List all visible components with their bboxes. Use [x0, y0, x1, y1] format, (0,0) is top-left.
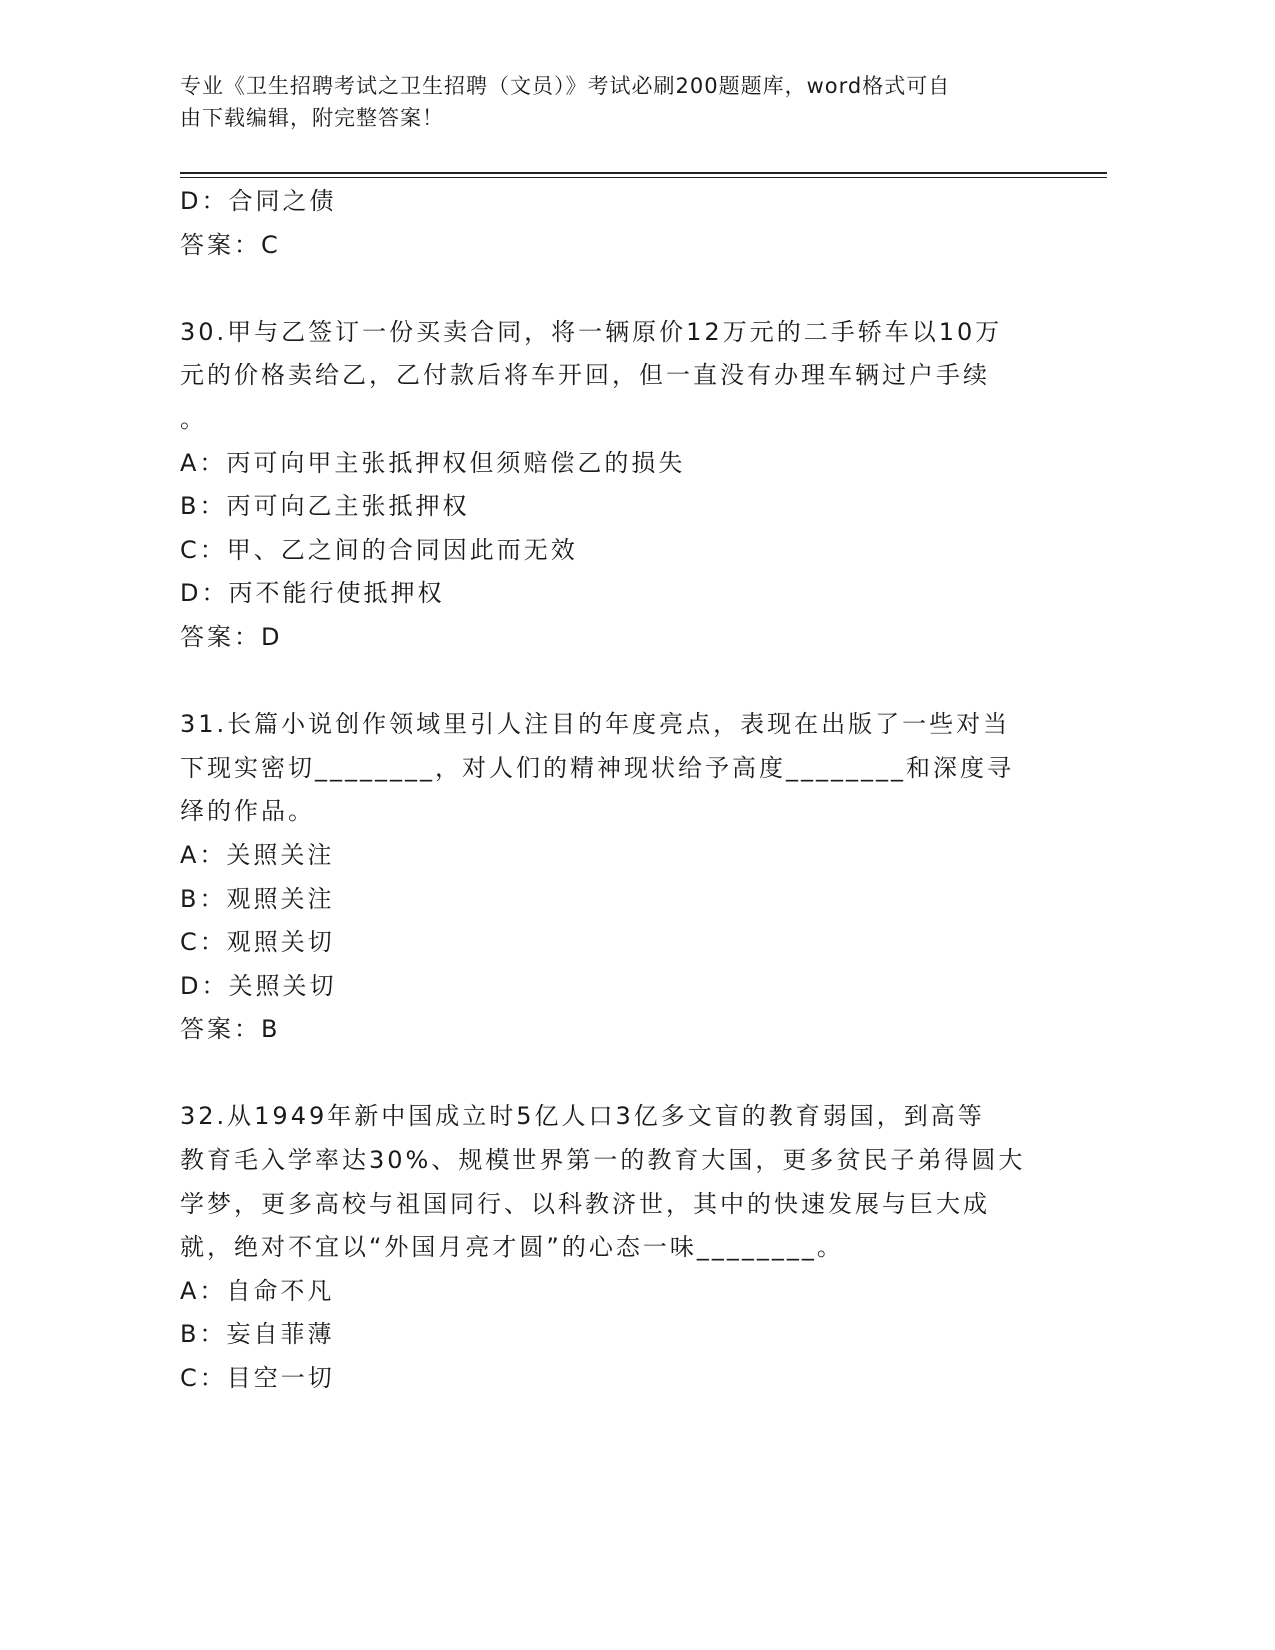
- spacer: [180, 660, 1060, 704]
- answer-line: 答案：B: [180, 1015, 281, 1044]
- option-c: C：甲、乙之间的合同因此而无效: [180, 535, 578, 564]
- option-b: B：观照关注: [180, 884, 335, 913]
- option-a: A：关照关注: [180, 840, 335, 869]
- question-stem-line: 教育毛入学率达30%、规模世界第一的教育大国，更多贫民子弟得圆大: [180, 1146, 1026, 1175]
- question-stem-line: 绎的作品。: [180, 797, 315, 826]
- question-stem-line: 学梦，更多高校与祖国同行、以科教济世，其中的快速发展与巨大成: [180, 1189, 990, 1218]
- option-c: C：目空一切: [180, 1364, 335, 1393]
- option-a: A：丙可向甲主张抵押权但须赔偿乙的损失: [180, 448, 686, 477]
- question-content: [180, 180, 1060, 1401]
- question-stem-line: 30.甲与乙签订一份买卖合同，将一辆原价12万元的二手轿车以10万: [180, 317, 1003, 346]
- option-c: C：观照关切: [180, 928, 335, 957]
- spacer: [180, 1052, 1060, 1096]
- question-stem-line: 31.长篇小说创作领域里引人注目的年度亮点，表现在出版了一些对当: [180, 710, 1011, 739]
- option-a: A：自命不凡: [180, 1276, 335, 1305]
- question-29-tail: [180, 180, 1060, 267]
- header-divider-thick: [180, 172, 1107, 174]
- header-title-line-1: 专业《卫生招聘考试之卫生招聘（文员）》考试必刷200题题库，word格式可自: [180, 74, 951, 98]
- question-32: [180, 1095, 1060, 1400]
- question-30: [180, 311, 1060, 660]
- option-b: B：丙可向乙主张抵押权: [180, 492, 470, 521]
- header-divider-thin: [180, 177, 1107, 178]
- option-d: D：丙不能行使抵押权: [180, 579, 445, 608]
- question-31: [180, 703, 1060, 1052]
- answer-line: 答案：D: [180, 622, 283, 651]
- question-stem-line: 就，绝对不宜以“外国月亮才圆”的心态一味________。: [180, 1233, 844, 1262]
- spacer: [180, 267, 1060, 311]
- answer-line: 答案：C: [180, 230, 281, 259]
- question-stem-line: 。: [180, 404, 207, 433]
- page-header: [180, 70, 1060, 134]
- option-d: D：关照关切: [180, 971, 337, 1000]
- option-b: B：妄自菲薄: [180, 1320, 335, 1349]
- header-title-line-2: 由下载编辑，附完整答案！: [180, 106, 444, 130]
- question-stem-line: 32.从1949年新中国成立时5亿人口3亿多文盲的教育弱国，到高等: [180, 1102, 985, 1131]
- question-stem-line: 元的价格卖给乙，乙付款后将车开回，但一直没有办理车辆过户手续: [180, 361, 990, 390]
- option-d: D：合同之债: [180, 187, 337, 215]
- question-stem-line: 下现实密切________，对人们的精神现状给予高度________和深度寻: [180, 753, 1014, 782]
